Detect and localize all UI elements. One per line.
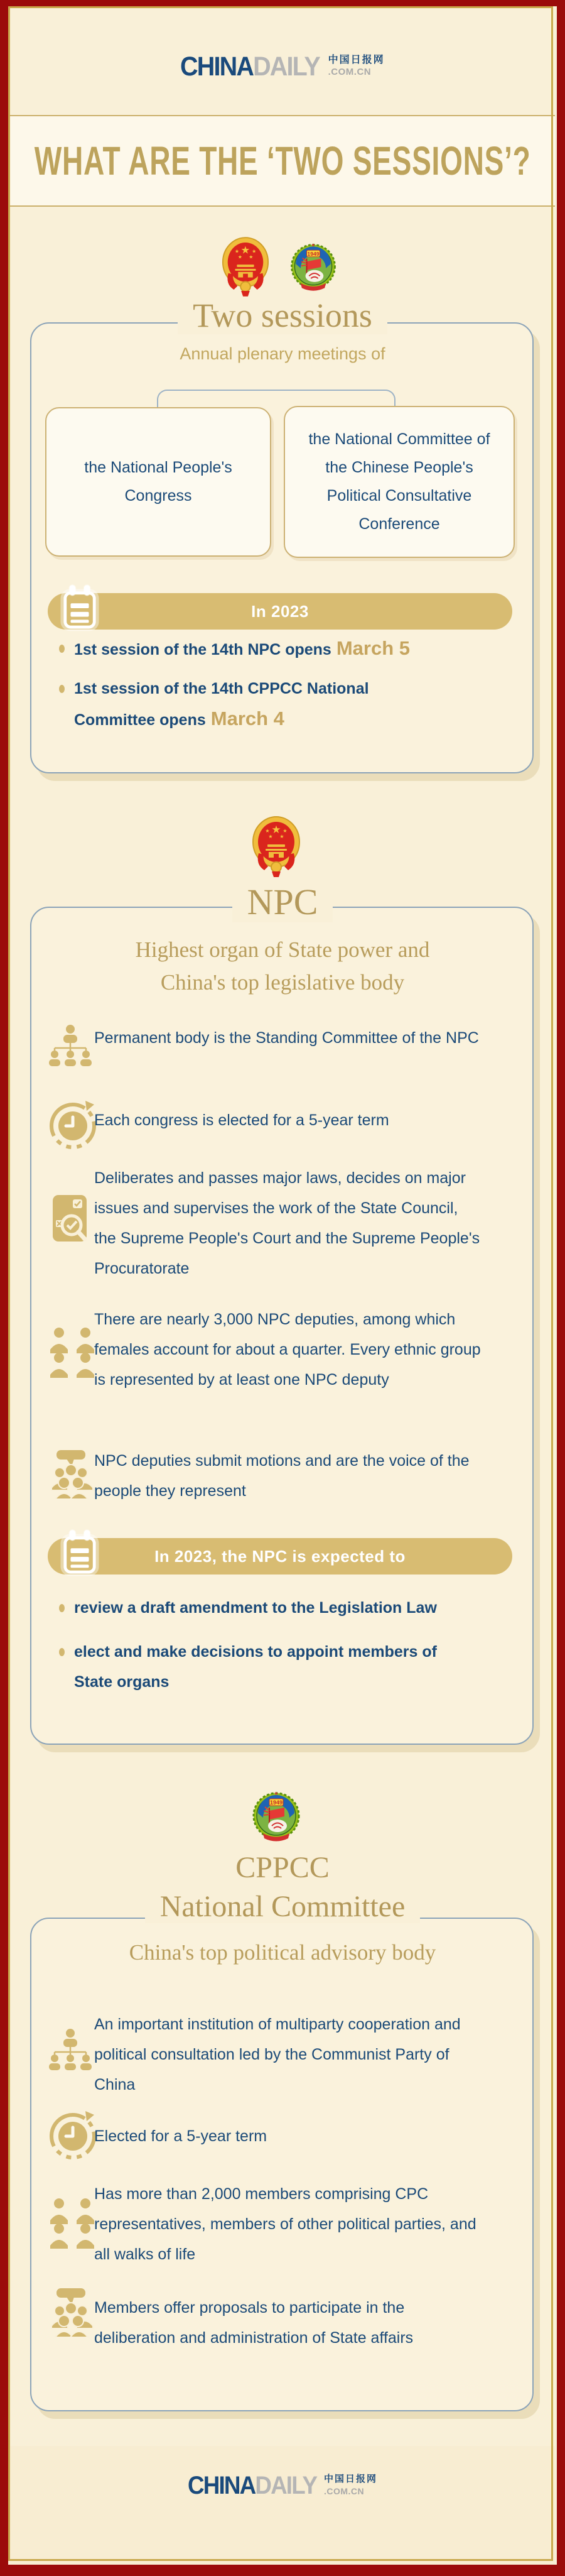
chinadaily-logo bbox=[188, 2472, 377, 2499]
npc-subtitle-wrap bbox=[0, 934, 565, 999]
logo-china: CHINA bbox=[180, 52, 254, 82]
org-chart-icon bbox=[48, 2028, 93, 2075]
cppcc-item-text: Has more than 2,000 members comprising CPC representatives, members of other political parties, and all walks of life bbox=[94, 2185, 476, 2263]
people-group-icon bbox=[45, 2198, 100, 2249]
clock-icon bbox=[46, 2109, 99, 2161]
npc-subtitle: Highest organ of State power and China's top legislative body bbox=[135, 937, 430, 995]
npc-card bbox=[45, 407, 271, 557]
cppcc-item-text: Members offer proposals to participate in the deliberation and administration of State affairs bbox=[94, 2299, 414, 2347]
event-text: 1st session of the 14th CPPCC National Committee opens bbox=[74, 680, 369, 729]
org-chart-icon bbox=[48, 1024, 93, 1071]
two-sessions-subtitle: Annual plenary meetings of bbox=[180, 344, 385, 363]
people-group-icon bbox=[45, 1327, 100, 1378]
frame-bottom bbox=[0, 2565, 565, 2576]
crowd-speech-icon bbox=[45, 1450, 99, 1499]
npc-expected-item: elect and make decisions to appoint members of State organs bbox=[58, 1637, 463, 1697]
npc-heading-wrap bbox=[0, 881, 565, 924]
two-sessions-heading: Two sessions bbox=[178, 297, 387, 334]
event-text: 1st session of the 14th NPC opens bbox=[74, 641, 331, 658]
logo-daily: DAILY bbox=[255, 2472, 317, 2499]
frame-right bbox=[557, 0, 565, 2576]
cppcc-heading-line2-wrap bbox=[0, 1889, 565, 1925]
page-title: WHAT ARE THE ‘TWO SESSIONS’? bbox=[34, 138, 531, 183]
clock-icon bbox=[46, 1098, 99, 1151]
cppcc-heading-line2: National Committee bbox=[145, 1890, 421, 1923]
npc-2023-banner-label: In 2023, the NPC is expected to bbox=[154, 1546, 406, 1566]
npc-expected-item: review a draft amendment to the Legislation Law bbox=[58, 1593, 463, 1623]
event-date: March 4 bbox=[210, 707, 284, 729]
cppcc-subtitle-wrap bbox=[0, 1936, 565, 1969]
national-emblem-icon bbox=[221, 236, 270, 297]
title-band bbox=[10, 115, 555, 207]
two-sessions-heading-wrap bbox=[0, 295, 565, 336]
cppcc-heading-line1: CPPCC bbox=[235, 1851, 330, 1884]
national-emblem-icon bbox=[251, 816, 301, 877]
npc-item-text: NPC deputies submit motions and are the voice of the people they represent bbox=[94, 1452, 470, 1500]
footer-masthead bbox=[0, 2472, 565, 2499]
logo-chinese: 中国日报网 bbox=[323, 2474, 377, 2484]
npc-2023-banner bbox=[48, 1538, 512, 1575]
in-2023-banner bbox=[48, 593, 512, 630]
cppcc-card bbox=[284, 406, 515, 558]
logo-domain: .COM.CN bbox=[328, 67, 372, 77]
logo-china: CHINA bbox=[187, 2472, 256, 2499]
npc-item-text: Each congress is elected for a 5-year term bbox=[94, 1111, 389, 1129]
cppcc-item-text: Elected for a 5-year term bbox=[94, 2127, 267, 2145]
session-date-item bbox=[58, 674, 451, 735]
npc-expected-list bbox=[58, 1593, 485, 1706]
review-doc-icon bbox=[48, 1192, 92, 1245]
cppcc-emblem-icon bbox=[290, 239, 336, 294]
cppcc-item-text: An important institution of multiparty cooperation and political consultation led by the Communist Party of China bbox=[94, 2016, 461, 2093]
logo-domain: .COM.CN bbox=[323, 2486, 365, 2496]
chinadaily-logo bbox=[180, 53, 384, 80]
crowd-speech-icon bbox=[45, 2288, 99, 2337]
npc-item-text: Deliberates and passes major laws, decides on major issues and supervises the work of the State Council, the Supreme People's Court and the Supreme People's Procuratorate bbox=[94, 1169, 480, 1277]
frame-top bbox=[0, 0, 565, 6]
masthead bbox=[0, 53, 565, 80]
npc-heading: NPC bbox=[232, 881, 333, 922]
in-2023-banner-label: In 2023 bbox=[251, 601, 309, 621]
npc-item-text: Permanent body is the Standing Committee of the NPC bbox=[94, 1029, 479, 1047]
logo-daily: DAILY bbox=[253, 52, 320, 82]
calendar-icon bbox=[60, 1529, 99, 1577]
cppcc-heading-line1-wrap bbox=[0, 1850, 565, 1886]
event-date: March 5 bbox=[336, 637, 410, 659]
session-dates-list bbox=[58, 633, 472, 744]
cppcc-card-label: the National Committee of the Chinese People's Political Consultative Conference bbox=[308, 430, 490, 533]
calendar-icon bbox=[60, 584, 99, 632]
frame-left bbox=[0, 0, 8, 2576]
session-date-item bbox=[58, 633, 451, 665]
cppcc-subtitle: China's top political advisory body bbox=[129, 1940, 436, 1965]
npc-card-label: the National People's Congress bbox=[84, 459, 232, 505]
cppcc-emblem-icon bbox=[252, 1787, 300, 1845]
footer-band bbox=[10, 2446, 555, 2565]
logo-chinese: 中国日报网 bbox=[328, 55, 385, 65]
npc-item-text: There are nearly 3,000 NPC deputies, among which females account for about a quarter. Every ethnic group is represented by at least one NPC deputy bbox=[94, 1311, 481, 1389]
